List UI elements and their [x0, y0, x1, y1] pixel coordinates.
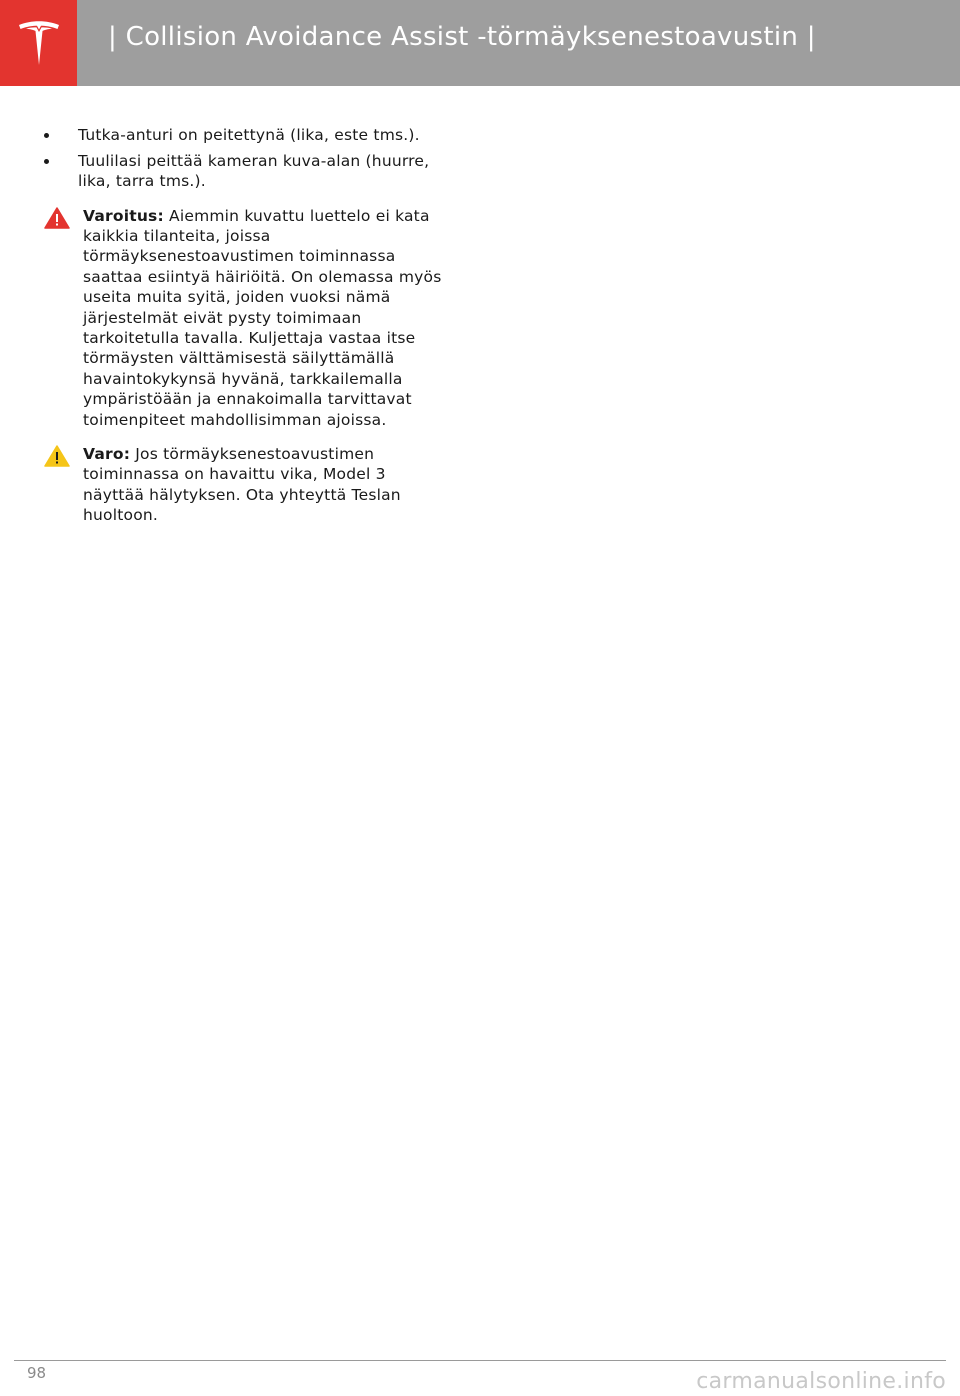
watermark: carmanualsonline.info — [696, 1369, 946, 1394]
caution-label: Varo: — [83, 444, 131, 463]
logo-box — [0, 0, 77, 86]
warning-label: Varoitus: — [83, 206, 164, 225]
warning-text: Aiemmin kuvattu luettelo ei kata kaikkia tilanteita, joissa törmäyksenestoavustimen toiminnassa saattaa esiintyä häiriöitä. On olemassa myös useita muita syitä, joiden vuoksi nämä järjestelmät eivät pysty toimimaan tarkoitetulla tavalla. Kuljettaja vastaa itse törmäysten välttämisestä säilyttämällä havaintokykynsä hyvänä, tarkkailemalla ympäristöään ja ennakoimalla tarvittavat toimenpiteet mahdollisimman ajoissa. — [83, 206, 442, 429]
bullet-dot — [44, 159, 49, 164]
page-number: 98 — [27, 1364, 47, 1382]
list-item — [44, 151, 444, 192]
list-item-text: Tutka-anturi on peitettynä (lika, este tms.). — [78, 126, 420, 144]
caution-notice — [44, 444, 444, 526]
list-item — [44, 125, 444, 146]
warning-text-block — [83, 206, 443, 430]
caution-text-block — [83, 444, 443, 526]
warning-notice — [44, 206, 444, 430]
main-content — [44, 125, 444, 526]
page-title: | Collision Avoidance Assist -törmäyksenestoavustin | — [108, 22, 816, 52]
tesla-logo-icon — [17, 19, 61, 67]
bullet-list — [44, 125, 444, 192]
warning-triangle-icon — [44, 207, 70, 229]
caution-triangle-icon — [44, 445, 70, 467]
footer-divider — [14, 1360, 946, 1361]
header-band — [0, 0, 960, 86]
list-item-text: Tuulilasi peittää kameran kuva-alan (huurre, lika, tarra tms.). — [78, 151, 430, 190]
bullet-dot — [44, 133, 49, 138]
caution-text: Jos törmäyksenestoavustimen toiminnassa on havaittu vika, Model 3 näyttää hälytyksen. Ota yhteyttä Teslan huoltoon. — [83, 444, 401, 525]
